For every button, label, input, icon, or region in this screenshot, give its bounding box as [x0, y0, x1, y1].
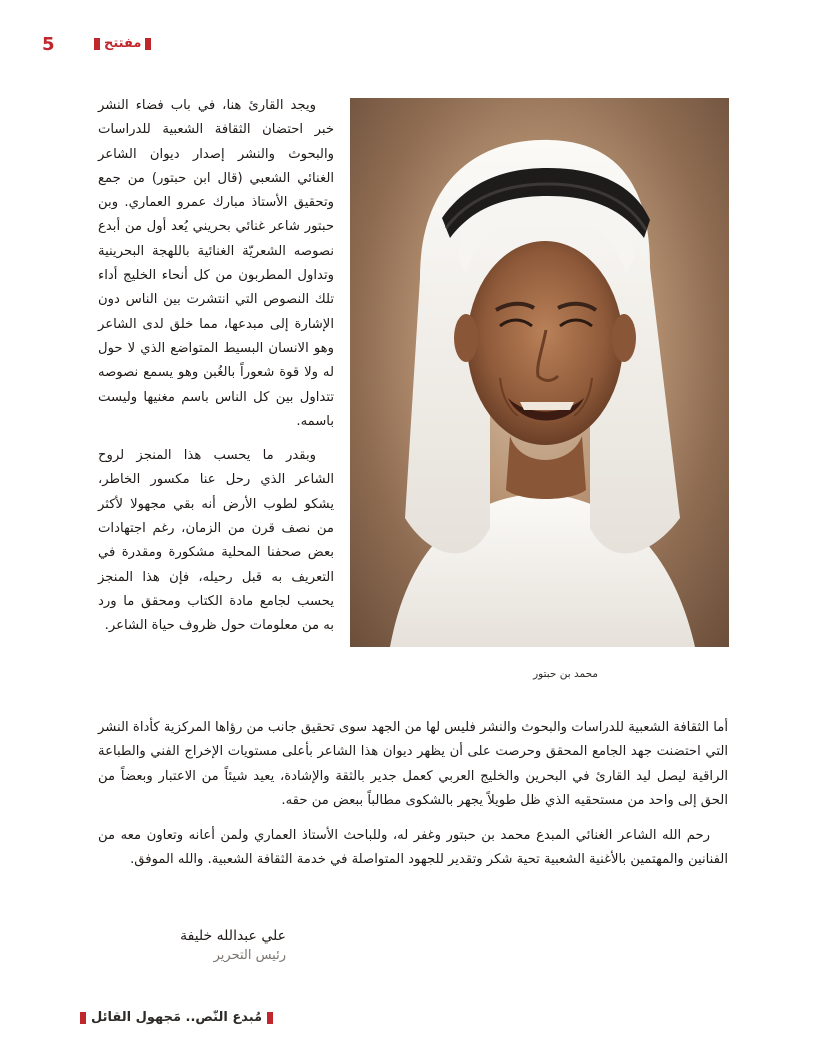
body-text	[98, 716, 728, 872]
author-role: رئيس التحرير	[213, 948, 286, 963]
column-paragraph: ويجد القارئ هنا، في باب فضاء النشر خبر احتضان الثقافة الشعبية للدراسات والبحوث والنشر إصدار ديوان الشاعر الغنائي الشعبي (قال ابن حبتور) من جمع وتحقيق الأستاذ مبارك عمرو العماري. وبن حبتور شاعر غنائي بحريني يُعد أول من أبدع نصوصه الشعريّة الغنائية باللهجة البحرينية وتداول المطربون من كل أنحاء الخليج أداء تلك النصوص التي انتشرت بين الناس دون الإشارة إلى مبدعها، مما خلق لدى الشاعر وهو الانسان البسيط المتواضع الذي لا حول له ولا قوة شعوراً بالغُبن وهو يسمع نصوصه تتداول بين كل الناس باسم مغنيها وليست باسمه.	[98, 98, 334, 429]
section-marker-icon	[94, 38, 100, 50]
portrait-image	[350, 98, 729, 647]
column-paragraph: وبقدر ما يحسب هذا المنجز لروح الشاعر الذي رحل عنا مكسور الخاطر، يشكو لطوب الأرض أنه بقي مجهولا لأكثر من نصف قرن من الزمان، رغم اجتهادات بعض صحفنا المحلية مشكورة ومقدرة في التعريف به قبل رحيله، فإن هذا المنجز يحسب لجامع مادة الكتاب ومحقق ما ورد به من معلومات حول ظروف حياة الشاعر.	[98, 448, 334, 634]
author-name: علي عبدالله خليفة	[180, 928, 286, 944]
signature-block	[166, 928, 286, 963]
footer-marker-icon	[267, 1012, 273, 1024]
section-marker-icon	[145, 38, 151, 50]
image-caption: محمد بن حبتور	[533, 668, 598, 680]
footer-tag	[80, 1010, 273, 1025]
body-paragraph: رحم الله الشاعر الغنائي المبدع محمد بن حبتور وغفر له، وللباحث الأستاذ العماري ولمن أعانه وتعاون معه من الفنانين والمهتمين بالأغنية الشعبية تحية شكر وتقدير للجهود المتواصلة في خدمة الثقافة الشعبية. والله الموفق.	[98, 827, 728, 868]
portrait-illustration	[350, 98, 729, 647]
section-label: مفتتح	[104, 36, 142, 51]
page-number: 5	[42, 34, 55, 55]
section-header	[94, 36, 151, 51]
body-paragraph: أما الثقافة الشعبية للدراسات والبحوث والنشر فليس لها من الجهد سوى تحقيق جانب من رؤاها المركزية كأداة النشر التي احتضنت جهد الجامع المحقق وحرصت على أن يظهر ديوان هذا الشاعر بأعلى مستويات الإخراج الفني والطباعة الراقية ليصل ليد القارئ في البحرين والخليج العربي كعمل جدير بالثقة والإشادة، يعيد شيئاً من الاعتبار وبعضاً من الحق إلى واحد من مستحقيه الذي ظل طويلاً يجهر بالشكوى مطالباً ببعض من حقه.	[98, 720, 728, 809]
footer-marker-icon	[80, 1012, 86, 1024]
footer-label: مُبدع النّص.. مَجهول القائل	[91, 1010, 263, 1025]
column-text	[98, 94, 334, 639]
